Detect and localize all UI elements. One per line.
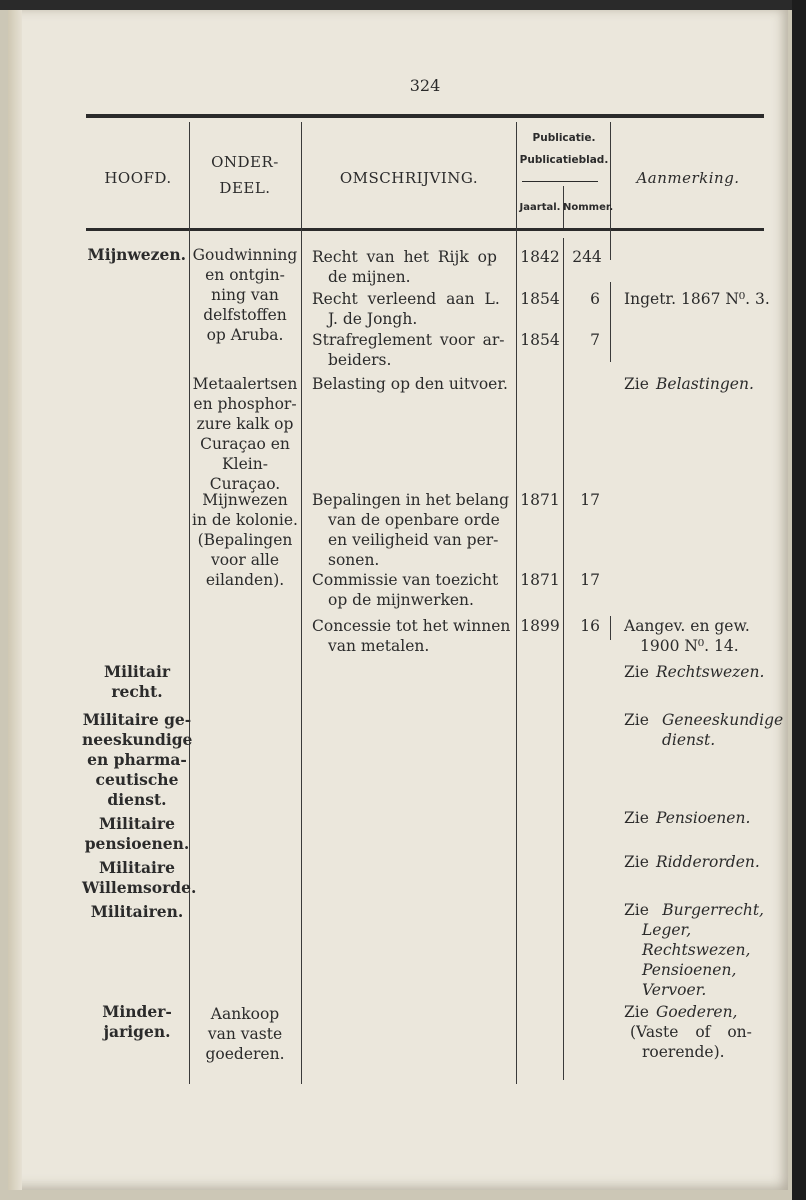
- year-r6: 1871: [520, 571, 560, 589]
- note-militaire-gen-2: dienst.: [662, 731, 716, 749]
- hoofd-militair-recht-2: recht.: [111, 682, 163, 701]
- scan-top-border: [0, 0, 806, 10]
- note-militairen-2: Leger,: [642, 921, 692, 939]
- sub-metaalertsen-5: Klein-: [222, 455, 268, 473]
- note-r7-2: 1900 N⁰. 14.: [640, 637, 739, 655]
- desc-recht-verleend-2: J. de Jongh.: [328, 310, 418, 328]
- desc-bepalingen-1: Bepalingen in het belang: [312, 491, 510, 509]
- note-militaire-gen-1: Geneeskundige: [662, 711, 784, 729]
- header-nommer: Nommer.: [563, 202, 614, 213]
- header-hoofd: HOOFD.: [104, 169, 172, 187]
- col-divider-5b: [610, 282, 611, 362]
- sub-aankoop-3: goederen.: [205, 1045, 285, 1063]
- desc-recht-rijk-2: de mijnen.: [328, 268, 411, 286]
- year-r2: 1854: [520, 290, 560, 308]
- hoofd-militaire-pens-1: Militaire: [99, 814, 175, 833]
- header-bottom-rule: [86, 228, 764, 231]
- desc-concessie-2: van metalen.: [328, 637, 430, 655]
- note-minderjarigen-1: (Vaste of on-: [630, 1023, 752, 1041]
- sub-metaalertsen-4: Curaçao en: [200, 435, 290, 453]
- header-onderdeel-1: ONDER-: [211, 153, 279, 171]
- num-r3: 7: [590, 331, 600, 349]
- hoofd-militaire-gen-4: ceutische: [95, 770, 179, 789]
- publicatie-underline: [522, 181, 598, 182]
- year-r1: 1842: [520, 248, 560, 266]
- page-number: 324: [409, 76, 441, 95]
- year-r3: 1854: [520, 331, 560, 349]
- sub-aankoop-1: Aankoop: [210, 1005, 280, 1023]
- col-divider-4b: [563, 238, 564, 1080]
- hoofd-militaire-will-1: Militaire: [99, 858, 175, 877]
- desc-strafreglement-2: beiders.: [328, 351, 392, 369]
- num-r2: 6: [590, 290, 600, 308]
- note-militairen-4: Pensioenen,: [642, 961, 737, 979]
- desc-bepalingen-4: sonen.: [328, 551, 380, 569]
- header-publicatieblad: Publicatieblad.: [519, 154, 609, 166]
- hoofd-mijnwezen: Mijnwezen.: [87, 245, 186, 264]
- sub-metaalertsen-1: Metaalertsen: [192, 375, 298, 393]
- page-gutter: [8, 10, 22, 1190]
- desc-bepalingen-2: van de openbare orde: [328, 511, 500, 529]
- hoofd-militaire-gen-2: neeskundige: [82, 730, 193, 749]
- desc-commissie-2: op de mijnwerken.: [328, 591, 474, 609]
- note-r4: Belastingen.: [656, 375, 754, 393]
- header-jaartal: Jaartal.: [519, 202, 561, 213]
- note-minderjarigen-prefix: Zie: [624, 1003, 649, 1021]
- col-divider-5c: [610, 616, 611, 640]
- note-r4-prefix: Zie: [624, 375, 649, 393]
- hoofd-militaire-gen-1: Militaire ge-: [82, 710, 192, 729]
- header-omschrijving: OMSCHRIJVING.: [339, 169, 479, 187]
- note-militair-recht-prefix: Zie: [624, 663, 649, 681]
- note-militaire-will-prefix: Zie: [624, 853, 649, 871]
- note-militairen-1: Burgerrecht,: [662, 901, 764, 919]
- hoofd-militaire-will-2: Willemsorde.: [82, 878, 197, 897]
- note-minderjarigen-2: roerende).: [642, 1043, 725, 1061]
- sub-goudwinning-3: ning van: [211, 286, 279, 304]
- hoofd-militaire-pens-2: pensioenen.: [84, 834, 190, 853]
- desc-bepalingen-3: en veiligheid van per-: [328, 531, 499, 549]
- desc-commissie-1: Commissie van toezicht: [312, 571, 499, 589]
- sub-goudwinning-5: op Aruba.: [206, 326, 284, 344]
- sub-goudwinning-4: delfstoffen: [203, 306, 287, 324]
- note-militaire-will: Ridderorden.: [656, 853, 760, 871]
- note-militairen-5: Vervoer.: [642, 981, 707, 999]
- note-militairen-3: Rechtswezen,: [642, 941, 751, 959]
- sub-metaalertsen-3: zure kalk op: [196, 415, 294, 433]
- hoofd-militair-recht-1: Militair: [103, 662, 171, 681]
- note-r2: Ingetr. 1867 N⁰. 3.: [624, 290, 770, 308]
- header-aanmerking: Aanmerking.: [636, 169, 740, 187]
- note-militaire-pens: Pensioenen.: [656, 809, 751, 827]
- header-onderdeel-2: DEEL.: [219, 179, 271, 197]
- header-top-rule: [86, 114, 764, 118]
- hoofd-minderjarigen-2: jarigen.: [103, 1022, 171, 1041]
- desc-recht-verleend-1: Recht verleend aan L.: [312, 290, 500, 308]
- note-militair-recht: Rechtswezen.: [656, 663, 765, 681]
- sub-goudwinning-1: Goudwinning: [192, 246, 298, 264]
- sub-mijnwezen-kolonie-4: voor alle: [210, 551, 280, 569]
- scan-right-border: [792, 0, 806, 1200]
- note-r7-1: Aangev. en gew.: [624, 617, 750, 635]
- desc-concessie-1: Concessie tot het winnen: [312, 617, 511, 635]
- sub-metaalertsen-2: en phosphor-: [193, 395, 297, 413]
- num-r7: 16: [580, 617, 600, 635]
- hoofd-minderjarigen-1: Minder-: [102, 1002, 172, 1021]
- hoofd-militaire-gen-3: en pharma-: [87, 750, 187, 769]
- desc-belasting: Belasting op den uitvoer.: [312, 375, 508, 393]
- sub-mijnwezen-kolonie-5: eilanden).: [205, 571, 285, 589]
- num-r5: 17: [580, 491, 600, 509]
- note-militaire-pens-prefix: Zie: [624, 809, 649, 827]
- sub-metaalertsen-6: Curaçao.: [209, 475, 281, 493]
- note-militaire-gen-prefix: Zie: [624, 711, 649, 729]
- sub-goudwinning-2: en ontgin-: [205, 266, 285, 284]
- header-publicatie: Publicatie.: [532, 132, 596, 144]
- sub-mijnwezen-kolonie-2: in de kolonie.: [192, 511, 298, 529]
- num-r6: 17: [580, 571, 600, 589]
- hoofd-militairen: Militairen.: [90, 902, 184, 921]
- desc-recht-rijk-1: Recht van het Rijk op: [312, 248, 497, 266]
- year-r5: 1871: [520, 491, 560, 509]
- desc-strafreglement-1: Strafreglement voor ar-: [312, 331, 505, 349]
- sub-mijnwezen-kolonie-3: (Bepalingen: [197, 531, 293, 549]
- note-minderjarigen-italic: Goederen,: [656, 1003, 738, 1021]
- num-r1: 244: [572, 248, 602, 266]
- year-r7: 1899: [520, 617, 560, 635]
- sub-mijnwezen-kolonie-1: Mijnwezen: [202, 491, 288, 509]
- note-militairen-prefix: Zie: [624, 901, 649, 919]
- hoofd-militaire-gen-5: dienst.: [107, 790, 167, 809]
- sub-aankoop-2: van vaste: [207, 1025, 283, 1043]
